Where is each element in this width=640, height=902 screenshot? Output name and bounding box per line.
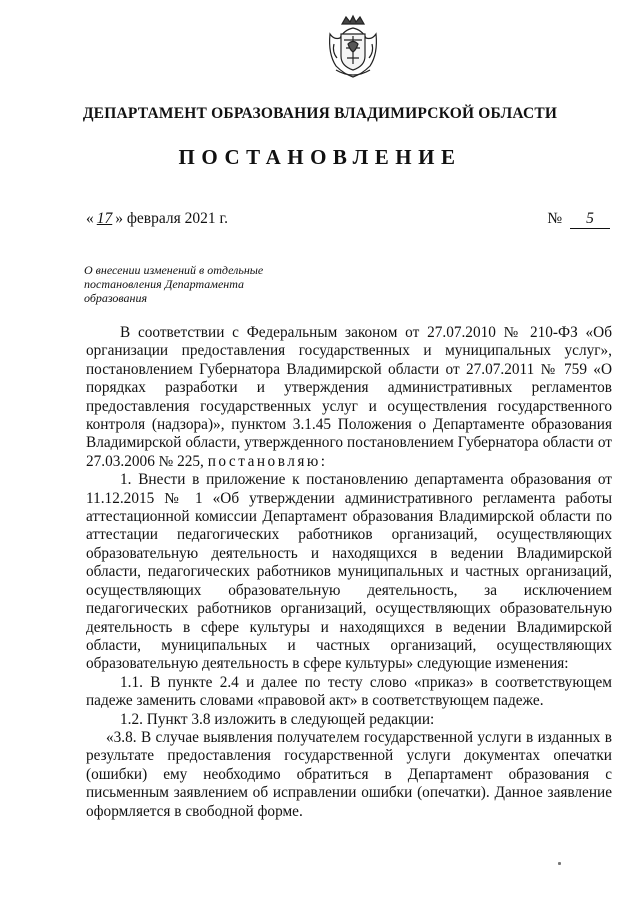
document-type-heading: ПОСТАНОВЛЕНИЕ (178, 145, 462, 169)
document-number (547, 210, 610, 229)
paragraph-item-1: 1. Внести в приложение к постановлению департамента образования от 11.12.2015 № 1 «Об утверждении административного регламента работы аттестационной комиссии Департамент образования Владимирской области по аттестации педагогических работников организаций, осуществляющих образовательную деятельность и находящихся в ведении Владимирской области, педагогических работников муниципальных и частных организаций, осуществляющих образовательную деятельность, за исключением педагогических работников организаций, осуществляющих образовательную деятельность в сфере культуры и находящихся в ведении Владимирской области, муниципальных и частных организаций, осуществляющих образовательную деятельность в сфере культуры» следующие изменения: (86, 471, 612, 673)
date-month-year: февраля 2021 г. (126, 210, 228, 227)
document-date (86, 210, 228, 228)
document-subject: О внесении изменений в отдельные постановления Департамента образования (84, 263, 264, 305)
paragraph-item-3-8: «3.8. В случае выявления получателем государственной услуги в изданных в результате предоставления государственной услуги документах опечатки (ошибки) ему необходимо обратиться в Департамент образования с письменным заявлением об исправлении ошибки (опечатки). Данное заявление оформляется в свободной форме. (86, 728, 612, 820)
coat-of-arms-emblem (326, 14, 380, 80)
paragraph-item-1-1: 1.1. В пункте 2.4 и далее по тесту слово «приказ» в соответствующем падеже заменить словами «правовой акт» в соответствующем падеже. (86, 673, 612, 710)
document-body (86, 324, 612, 821)
date-day-handwritten: 17 (96, 210, 113, 227)
preamble-text: В соответствии с Федеральным законом от 27.07.2010 № 210-ФЗ «Об организации предоставления государственных и муниципальных услуг», постановлением Губернатора Владимирской области от 27.07.2011 № 759 «О порядках разработки и утверждения административных регламентов предоставления государственных услуг и осуществления государственного контроля (надзора)», пунктом 3.1.45 Положения о Департаменте образования Владимирской области, утвержденного постановлением Губернатора области от 27.03.2006 № 225, (86, 324, 612, 470)
paragraph-preamble (86, 324, 612, 471)
number-sign: № (547, 210, 563, 227)
date-close-quote: » (115, 210, 123, 227)
paragraph-item-1-2: 1.2. Пункт 3.8 изложить в следующей редакции: (120, 710, 435, 728)
date-open-quote: « (86, 210, 94, 227)
page-dot (558, 862, 561, 865)
preamble-decree-word: постановляю: (207, 452, 328, 470)
department-heading: ДЕПАРТАМЕНТ ОБРАЗОВАНИЯ ВЛАДИМИРСКОЙ ОБЛАСТИ (82, 105, 558, 122)
number-handwritten: 5 (570, 210, 610, 229)
